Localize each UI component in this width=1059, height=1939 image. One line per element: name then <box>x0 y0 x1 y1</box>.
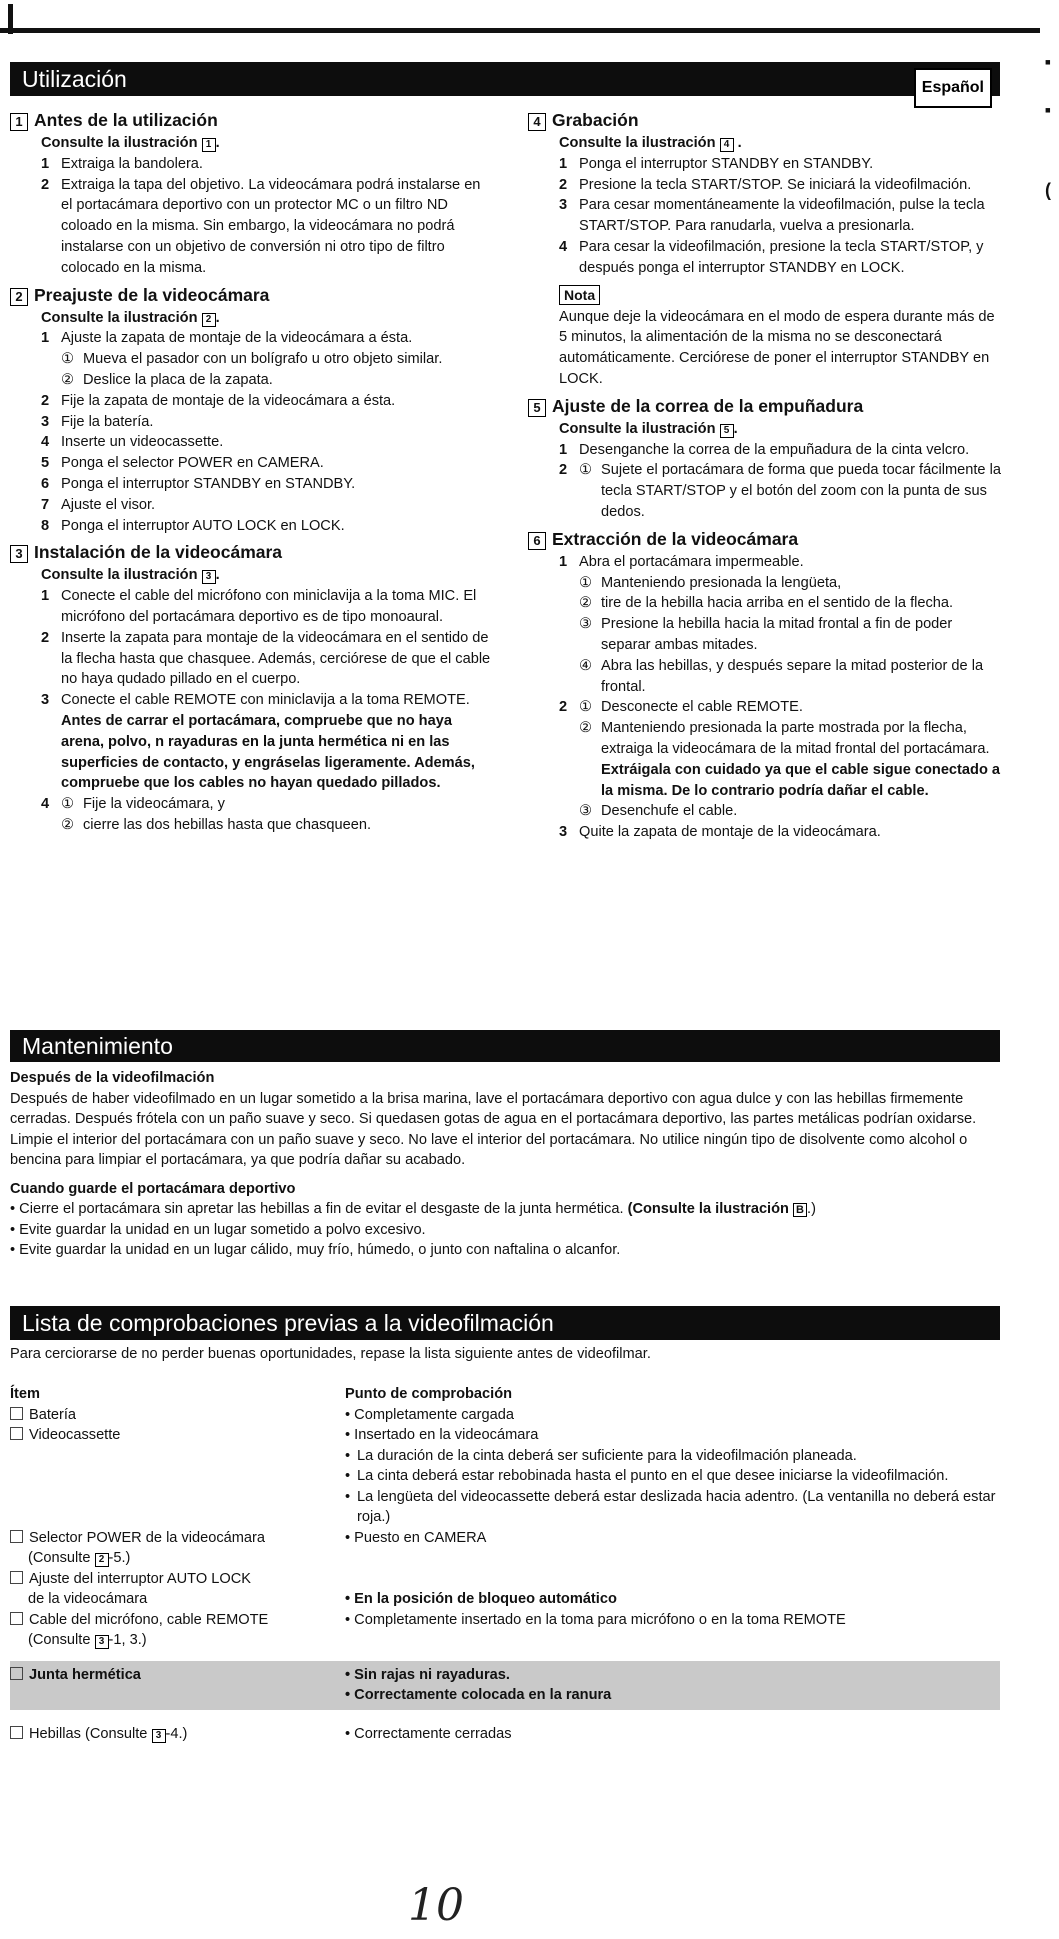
section-3-heading: 3 Instalación de la videocámara <box>10 540 495 565</box>
checklist-row: Ajuste del interruptor AUTO LOCK de la videocámara • En la posición de bloqueo automático <box>10 1569 1000 1610</box>
section-6-heading: 6 Extracción de la videocámara <box>528 527 1003 552</box>
right-column <box>528 108 1003 843</box>
bullet-item: • Evite guardar la unidad en un lugar cálido, muy frío, húmedo, o junto con naftalina o alcanfor. <box>10 1242 621 1258</box>
circled-item: ② Manteniendo presionada la parte mostrada por la flecha, extraiga la videocámara de la mitad frontal del portacámara. <box>579 720 990 757</box>
list-item: 1 Extraiga la bandolera. <box>41 155 203 172</box>
maintenance-heading-2: Cuando guarde el portacámara deportivo <box>10 1180 296 1197</box>
list-item: 5 Ponga el selector POWER en CAMERA. <box>41 455 324 472</box>
checklist-header-row: Ítem Punto de comprobación <box>10 1386 513 1402</box>
checklist-row: Batería • Completamente cargada <box>10 1405 1000 1426</box>
maintenance-paragraph: Después de haber videofilmado en un lugar sometido a la brisa marina, lave el portacámara deportivo con agua dulce y con las hebillas firmemente cerradas. Después frótela con un paño suave y seco. Si quedasen gotas de agua en el portacámara deportivo, las partes metálicas podrían oxidarse. Limpie el interior del portacámara con un paño suave y seco. No lave el interior del portacámara. No utilice ningún tipo de disolvente como alcohol o bencina para limpiar el portacámara, ya que podría dañar su acabado. <box>10 1090 977 1168</box>
top-rule <box>0 28 1040 33</box>
circled-item: ① Manteniendo presionada la lengüeta, <box>579 574 842 591</box>
ref-illustration-3: Consulte la ilustración 3 . <box>41 567 220 584</box>
ref-illustration-2: Consulte la ilustración 2 . <box>41 309 220 326</box>
list-item: 7 Ajuste el visor. <box>41 496 156 513</box>
list-item: 3 Para cesar momentáneamente la videofilmación, pulse la tecla START/STOP. Para ranudarla, vuelva a presionarla. <box>559 197 985 235</box>
bullet-item: • Evite guardar la unidad en un lugar sometido a polvo excesivo. <box>10 1221 426 1238</box>
checklist-row: Videocassette • Insertado en la videocámara • La duración de la cinta deberá ser suficiente para la videofilmación planeada. • La cinta deberá estar rebobinada hasta el punto en el que desee iniciarse la videofilmación. • La lengüeta del videocassette deberá estar deslizada hacia adentro. (La ventanilla no deberá estar roja.) <box>10 1425 1000 1528</box>
checklist-row: Cable del micrófono, cable REMOTE (Consulte 3 -1, 3.) • Completamente insertado en la toma para micrófono o en la toma REMOTE <box>10 1610 1000 1651</box>
circled-item: ① Mueva el pasador con un bolígrafo u otro objeto similar. <box>61 351 443 368</box>
note-label: Nota <box>559 285 600 305</box>
list-item: 2 ① Sujete el portacámara de forma que pueda tocar fácilmente la tecla START/STOP y el botón del zoom con la punta de sus dedos. <box>559 462 1001 520</box>
section-4-heading: 4 Grabación <box>528 108 1003 133</box>
list-item: 1 Ponga el interruptor STANDBY en STANDBY. <box>559 155 874 172</box>
list-item: 2 Fije la zapata de montaje de la videocámara a ésta. <box>41 392 396 409</box>
circled-item: ③ Presione la hebilla hacia la mitad frontal a fin de poder separar ambas mitades. <box>579 616 953 653</box>
list-item: 3 Fije la batería. <box>41 413 154 430</box>
checkbox[interactable] <box>10 1726 23 1739</box>
checkbox[interactable] <box>10 1667 23 1680</box>
circled-item: ④ Abra las hebillas, y después separe la mitad posterior de la frontal. <box>579 657 984 695</box>
list-item: 2 Extraiga la tapa del objetivo. La videocámara podrá instalarse en el portacámara deportivo con un protector MC o un filtro ND coloado en la misma. Sin embargo, la videocámara no podrá instalarse con un objetivo de conversión ni otro tipo de filtro colocado en la misma. <box>41 176 481 276</box>
edge-mark: ▪ <box>1044 100 1051 120</box>
checkbox[interactable] <box>10 1571 23 1584</box>
list-item: 1 Ajuste la zapata de montaje de la videocámara a ésta. <box>41 330 413 347</box>
edge-mark: ▪ <box>1044 52 1051 72</box>
checkbox[interactable] <box>10 1427 23 1440</box>
list-item: 3 Conecte el cable REMOTE con miniclavija a la toma REMOTE. <box>41 692 470 709</box>
section-1-heading: 1 Antes de la utilización <box>10 108 495 133</box>
checklist-row: Selector POWER de la videocámara (Consulte 2 -5.) • Puesto en CAMERA <box>10 1528 1000 1569</box>
list-item: 2 ① Desconecte el cable REMOTE. <box>559 699 803 716</box>
list-item: 2 Inserte la zapata para montaje de la videocámara en el sentido de la flecha hasta que chasquee. Además, cerciórese de que el cable no haya qudado pillado en el cuerpo. <box>41 629 491 688</box>
section-header-mantenimiento: Mantenimiento <box>10 1030 1000 1062</box>
checklist-row-highlighted: Junta hermética • Sin rajas ni rayaduras. • Correctamente colocada en la ranura <box>10 1661 1000 1710</box>
maintenance-heading-1: Después de la videofilmación <box>10 1070 215 1086</box>
circled-item: ② tire de la hebilla hacia arriba en el sentido de la flecha. <box>579 595 954 612</box>
bullet-item: • Cierre el portacámara sin apretar las hebillas a fin de evitar el desgaste de la junta hermética. (Consulte la ilustración B .) <box>10 1201 816 1217</box>
checkbox[interactable] <box>10 1407 23 1420</box>
list-item: 1 Abra el portacámara impermeable. <box>559 553 804 570</box>
list-item: 1 Conecte el cable del micrófono con miniclavija a la toma MIC. El micrófono del portacámara deportivo es de tipo monoaural. <box>41 588 477 625</box>
section-header-checklist: Lista de comprobaciones previas a la videofilmación <box>10 1306 1000 1340</box>
circled-item: ② cierre las dos hebillas hasta que chasqueen. <box>61 816 372 833</box>
edge-mark: ( <box>1045 180 1051 200</box>
circled-item: ② Deslice la placa de la zapata. <box>61 371 273 388</box>
checkbox[interactable] <box>10 1612 23 1625</box>
list-item: 8 Ponga el interruptor AUTO LOCK en LOCK. <box>41 517 345 534</box>
section-header-utilizacion <box>10 62 1000 96</box>
section-title: Utilización <box>22 66 127 92</box>
top-corner-mark <box>8 4 13 34</box>
circled-item: ③ Desenchufe el cable. <box>579 803 738 820</box>
ref-illustration-1: Consulte la ilustración 1 . <box>41 135 220 151</box>
left-column <box>10 108 495 836</box>
list-item: 1 Desenganche la correa de la empuñadura de la cinta velcro. <box>559 441 970 458</box>
checkbox[interactable] <box>10 1530 23 1543</box>
list-item: 4 Para cesar la videofilmación, presione la tecla START/STOP, y después ponga el interruptor STANDBY en LOCK. <box>559 238 984 276</box>
language-badge: Español <box>914 68 992 108</box>
list-item: 4 ① Fije la videocámara, y <box>41 796 225 813</box>
warning-text: Extráigala con cuidado ya que el cable sigue conectado a la misma. De lo contrario podría dañar el cable. <box>601 761 1001 799</box>
checklist-row: Hebillas (Consulte 3 -4.) • Correctamente cerradas <box>10 1724 1000 1745</box>
list-item: 4 Inserte un videocassette. <box>41 434 224 451</box>
checklist-intro: Para cerciorarse de no perder buenas oportunidades, repase la lista siguiente antes de videofilmar. <box>10 1346 651 1362</box>
section-2-heading: 2 Preajuste de la videocámara <box>10 283 495 308</box>
note-text: Aunque deje la videocámara en el modo de espera durante más de 5 minutos, la alimentación de la misma no se desconectará automáticamente. Cerciórese de poner el interruptor STANDBY en LOCK. <box>559 308 995 387</box>
note-block <box>528 279 1003 390</box>
page-number-handwritten: 10 <box>408 1880 464 1931</box>
warning-text: Antes de carrar el portacámara, compruebe que no haya arena, polvo, n rayaduras en la junta hermética ni en las superficies de contacto, y engráselas ligeramente. Además, compruebe que los cables no hayan quedado pillados. <box>61 712 475 792</box>
checklist-table <box>10 1384 1000 1744</box>
list-item: 3 Quite la zapata de montaje de la videocámara. <box>559 824 881 841</box>
list-item: 6 Ponga el interruptor STANDBY en STANDBY. <box>41 475 356 492</box>
section-5-heading: 5 Ajuste de la correa de la empuñadura <box>528 394 1003 419</box>
ref-illustration-4: Consulte la ilustración 4 . <box>559 135 742 151</box>
ref-illustration-5: Consulte la ilustración 5 . <box>559 420 738 437</box>
list-item: 2 Presione la tecla START/STOP. Se iniciará la videofilmación. <box>559 176 972 193</box>
maintenance-section <box>10 1068 1000 1261</box>
